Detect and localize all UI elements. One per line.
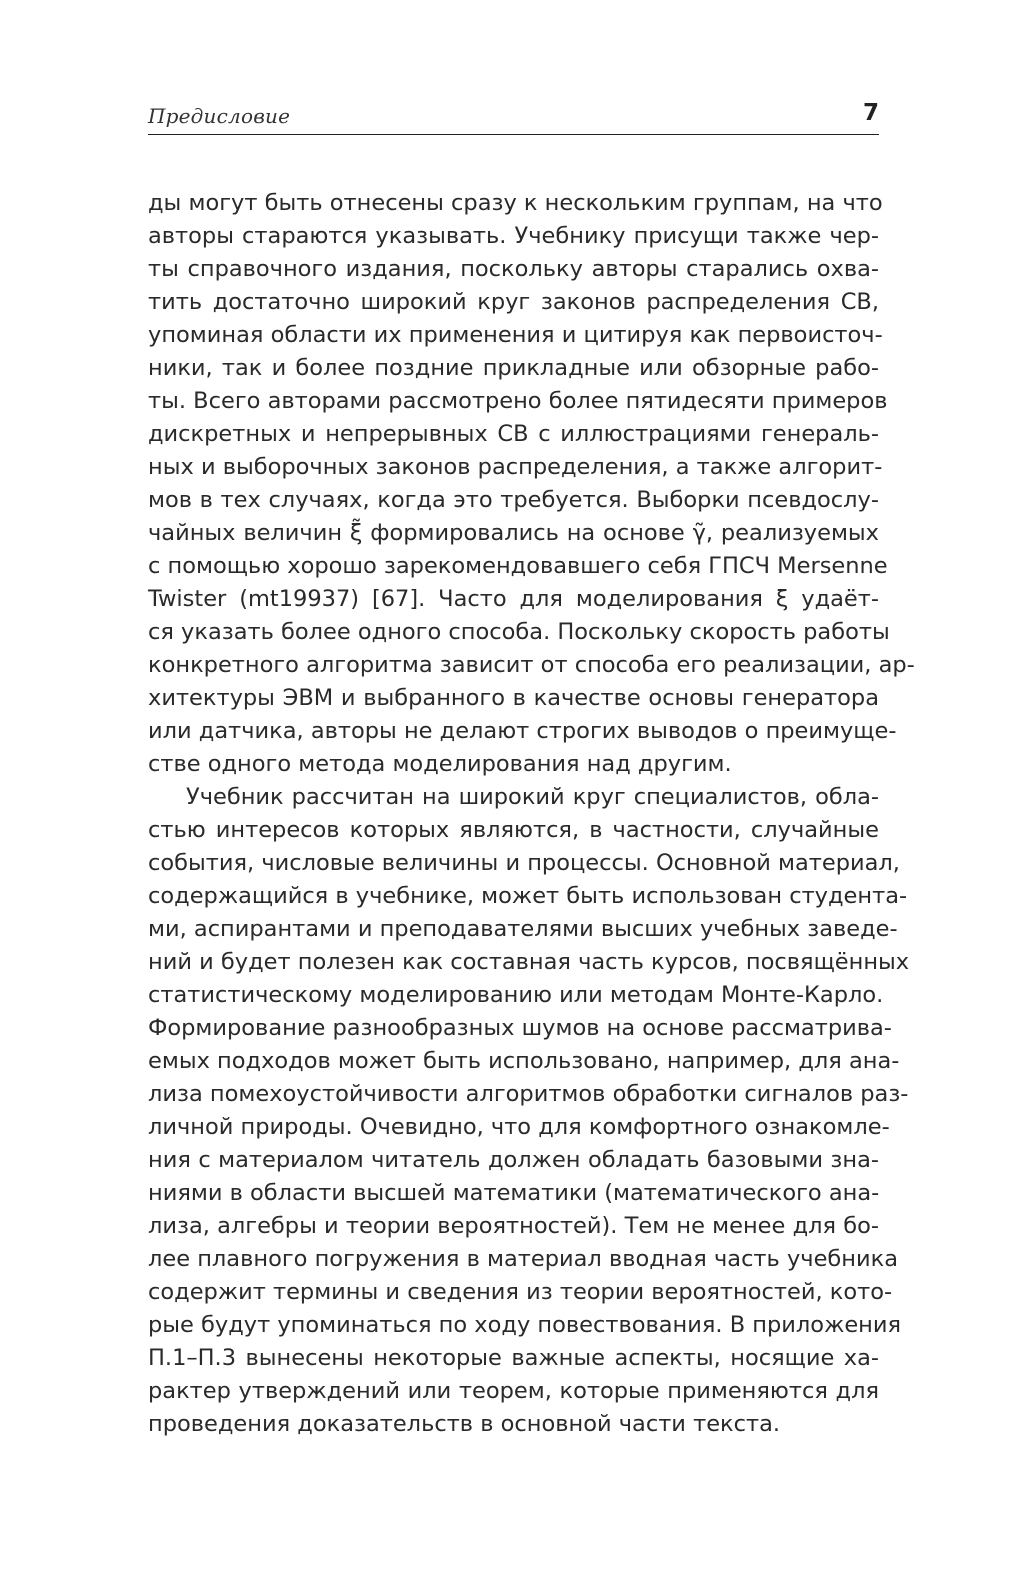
text-line: Twister (mt19937) [67]. Часто для моделирования ξ удаёт- <box>148 586 879 612</box>
text-line: чайных величин ξ̃ формировались на основе γ̃, реализуемых <box>148 520 879 546</box>
text-line: стве одного метода моделирования над другим. <box>148 751 732 777</box>
text-line: ты. Всего авторами рассмотрено более пятидесяти примеров <box>148 388 888 414</box>
text-line: ния с материалом читатель должен обладать базовыми зна- <box>148 1147 879 1173</box>
text-line: с помощью хорошо зарекомендовавшего себя ГПСЧ Mersenne <box>148 553 888 579</box>
text-line: упоминая области их применения и цитируя как первоисточ- <box>148 322 883 348</box>
text-line: конкретного алгоритма зависит от способа его реализации, ар- <box>148 652 915 678</box>
text-line: авторы стараются указывать. Учебнику присущи также чер- <box>148 223 879 249</box>
paragraph <box>148 187 915 781</box>
text-line: содержит термины и сведения из теории вероятностей, кото- <box>148 1279 893 1305</box>
section-title: Предисловие <box>148 104 291 128</box>
text-line: Учебник рассчитан на широкий круг специалистов, обла- <box>186 784 879 810</box>
running-header <box>148 100 879 135</box>
text-line: содержащийся в учебнике, может быть использован студента- <box>148 883 908 909</box>
page-number: 7 <box>862 100 879 126</box>
text-line: П.1–П.3 вынесены некоторые важные аспекты, носящие ха- <box>148 1345 879 1371</box>
text-line: тить достаточно широкий круг законов распределения СВ, <box>148 289 879 315</box>
text-line: лиза, алгебры и теории вероятностей). Тем не менее для бо- <box>148 1213 879 1239</box>
text-line: ний и будет полезен как составная часть курсов, посвящённых <box>148 949 910 975</box>
text-line: ды могут быть отнесены сразу к нескольким группам, на что <box>148 190 883 216</box>
text-line: хитектуры ЭВМ и выбранного в качестве основы генератора <box>148 685 879 711</box>
text-line: лиза помехоустойчивости алгоритмов обработки сигналов раз- <box>148 1081 909 1107</box>
text-line: рактер утверждений или теорем, которые применяются для <box>148 1378 879 1404</box>
text-line: статистическому моделированию или методам Монте-Карло. <box>148 982 884 1008</box>
text-line: емых подходов может быть использовано, например, для ана- <box>148 1048 900 1074</box>
text-line: проведения доказательств в основной части текста. <box>148 1411 781 1437</box>
text-line: ники, так и более поздние прикладные или обзорные рабо- <box>148 355 879 381</box>
paragraph <box>148 781 910 1441</box>
text-line: дискретных и непрерывных СВ с иллюстрациями генераль- <box>148 421 879 447</box>
text-line: стью интересов которых являются, в частности, случайные <box>148 817 879 843</box>
text-line: ных и выборочных законов распределения, а также алгорит- <box>148 454 883 480</box>
text-line: лее плавного погружения в материал вводная часть учебника <box>148 1246 898 1272</box>
text-line: мов в тех случаях, когда это требуется. Выборки псевдослу- <box>148 487 879 513</box>
text-line: события, числовые величины и процессы. Основной материал, <box>148 850 900 876</box>
text-line: рые будут упоминаться по ходу повествования. В приложения <box>148 1312 902 1338</box>
text-line: личной природы. Очевидно, что для комфортного ознакомле- <box>148 1114 890 1140</box>
text-line: ниями в области высшей математики (математического ана- <box>148 1180 880 1206</box>
text-line: ми, аспирантами и преподавателями высших учебных заведе- <box>148 916 898 942</box>
text-line: Формирование разнообразных шумов на основе рассматрива- <box>148 1015 892 1041</box>
text-line: ся указать более одного способа. Поскольку скорость работы <box>148 619 890 645</box>
body-text <box>148 187 915 1441</box>
text-line: или датчика, авторы не делают строгих выводов о преимуще- <box>148 718 897 744</box>
text-line: ты справочного издания, поскольку авторы старались охва- <box>148 256 879 282</box>
